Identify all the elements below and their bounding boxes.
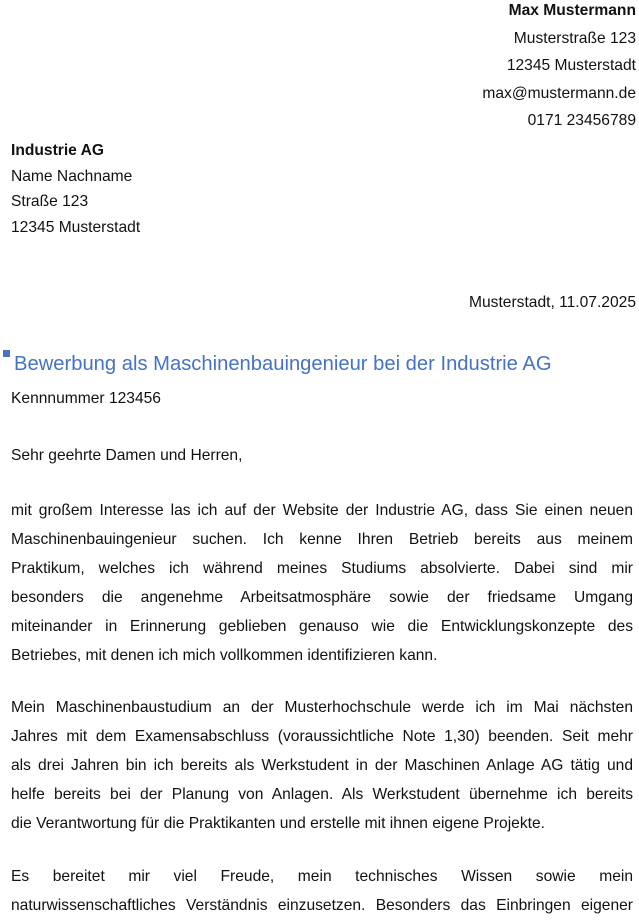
- paragraph-1: [11, 496, 633, 670]
- recipient-block: [11, 138, 140, 240]
- paragraph-line: mit großem Interesse las ich auf der Website der Industrie AG, dass Sie einen neuen: [11, 502, 633, 519]
- paragraph-line: miteinander in Erinnerung geblieben genauso wie die Entwicklungskonzepte des: [11, 618, 633, 635]
- paragraph-line: Jahres mit dem Examensabschluss (voraussichtliche Note 1,30) beenden. Seit mehr: [11, 728, 633, 745]
- paragraph-line: Betriebes, mit denen ich mich vollkommen identifizieren kann.: [11, 647, 438, 664]
- recipient-street: Straße 123: [11, 193, 89, 210]
- subject-marker-icon: [3, 350, 10, 357]
- sender-block: [482, 0, 636, 135]
- sender-city: 12345 Musterstadt: [506, 57, 636, 74]
- paragraph-line: Maschinenbauingenieur suchen. Ich kenne Ihren Betrieb bereits aus meinem: [11, 531, 633, 548]
- paragraph-3: [11, 862, 633, 920]
- paragraph-2: [11, 693, 633, 838]
- paragraph-line: besonders die angenehme Arbeitsatmosphäre sowie der friedsame Umgang: [11, 589, 633, 606]
- paragraph-line: Mein Maschinenbaustudium an der Musterhochschule werde ich im Mai nächsten: [11, 699, 633, 716]
- sender-phone: 0171 23456789: [527, 112, 636, 129]
- recipient-city: 12345 Musterstadt: [11, 218, 141, 236]
- sender-email: max@mustermann.de: [482, 84, 636, 102]
- paragraph-line: Praktikum, welches ich während meines Studiums absolvierte. Dabei sind mir: [11, 560, 633, 577]
- recipient-contact: Name Nachname: [11, 167, 133, 185]
- paragraph-line: die Verantwortung für die Praktikanten und erstelle mit ihnen eigene Projekte.: [11, 815, 545, 832]
- recipient-company: Industrie AG: [11, 142, 104, 159]
- paragraph-line: Es bereitet mir viel Freude, mein technisches Wissen sowie mein: [11, 868, 633, 885]
- sender-name: Max Mustermann: [508, 2, 636, 19]
- paragraph-line: naturwissenschaftliches Verständnis einzusetzen. Besonders das Einbringen eigener: [11, 897, 633, 914]
- reference-number: Kennnummer 123456: [11, 390, 161, 407]
- paragraph-line: helfe bereits bei der Planung von Anlagen. Als Werkstudent übernehme ich bereits: [11, 786, 633, 803]
- salutation: Sehr geehrte Damen und Herren,: [11, 447, 243, 464]
- paragraph-line: als drei Jahren bin ich bereits als Werkstudent in der Maschinen Anlage AG tätig und: [11, 757, 633, 774]
- letter-subject: Bewerbung als Maschinenbauingenieur bei der Industrie AG: [14, 353, 552, 375]
- sender-street: Musterstraße 123: [513, 29, 636, 47]
- letter-date: Musterstadt, 11.07.2025: [468, 294, 636, 311]
